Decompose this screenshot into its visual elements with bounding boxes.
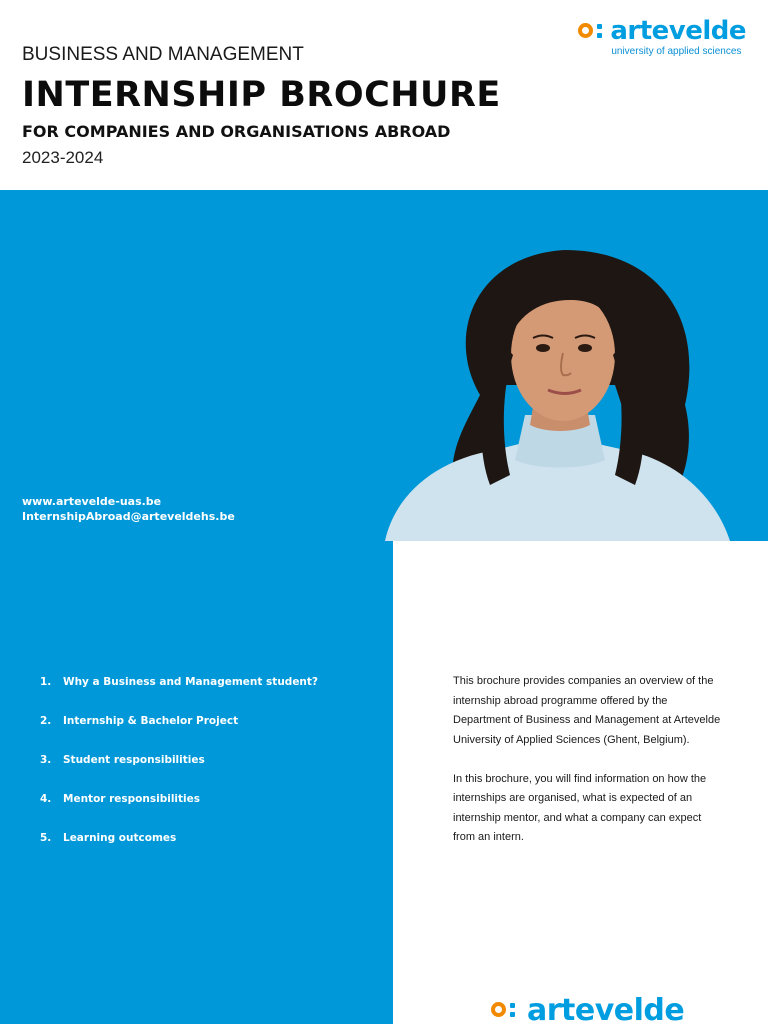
- artevelde-logo: [578, 18, 746, 57]
- logo-mark-icon: [578, 20, 606, 42]
- table-of-contents: [40, 676, 318, 871]
- logo-wordmark: artevelde: [527, 993, 685, 1028]
- toc-item[interactable]: 3. Student responsibilities: [40, 754, 205, 766]
- intro-paragraph-2: In this brochure, you will find information on how the internships are organised, what is expected of an internship mentor, and what a company can expect from an intern.: [453, 772, 707, 843]
- toc-item[interactable]: 5. Learning outcomes: [40, 832, 177, 844]
- logo-mark-icon: [491, 999, 521, 1023]
- toc-item[interactable]: 1. Why a Business and Management student?: [40, 676, 319, 688]
- website-link[interactable]: www.artevelde-uas.be: [22, 495, 162, 508]
- toc-item[interactable]: 2. Internship & Bachelor Project: [40, 715, 239, 727]
- cover-header: [0, 0, 768, 190]
- logo-wordmark: artevelde: [610, 16, 746, 46]
- artevelde-logo-footer: [491, 993, 685, 1028]
- academic-year: 2023-2024: [22, 148, 104, 167]
- contact-block: [22, 494, 235, 524]
- email-link[interactable]: InternshipAbroad@arteveldehs.be: [22, 510, 235, 523]
- brochure-title: INTERNSHIP BROCHURE: [22, 75, 501, 115]
- brochure-subtitle: FOR COMPANIES AND ORGANISATIONS ABROAD: [22, 122, 451, 141]
- student-portrait-image: [385, 245, 730, 541]
- intro-text: [453, 672, 723, 867]
- intro-paragraph-1: This brochure provides companies an overview of the internship abroad programme offered by the Department of Business and Management at Artevelde University of Applied Sciences (Ghent, Belgium).: [453, 675, 721, 746]
- department-label: BUSINESS AND MANAGEMENT: [22, 44, 304, 65]
- toc-item[interactable]: 4. Mentor responsibilities: [40, 793, 201, 805]
- logo-tagline: university of applied sciences: [611, 46, 742, 57]
